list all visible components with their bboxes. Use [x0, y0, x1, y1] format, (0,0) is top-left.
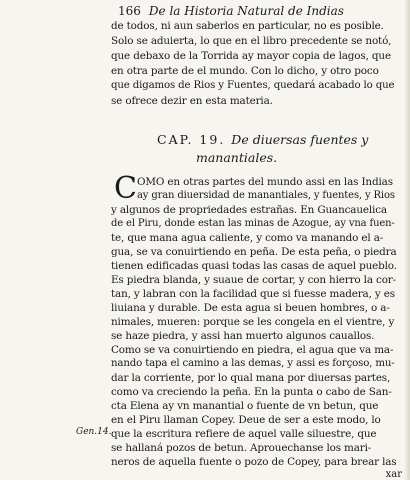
- body-line: tan, y labran con la facilidad que si fuesse madera, y es: [111, 288, 395, 300]
- intro-line: en otra parte de el mundo. Con lo dicho, y otro poco: [111, 65, 379, 77]
- body-line: neros de aquella fuente o pozo de Copey, para brear las: [111, 456, 397, 468]
- body-line: de el Piru, donde estan las minas de Azogue, ay vna fuen-: [111, 218, 395, 229]
- running-title: De la Historia Natural de Indias: [148, 4, 344, 18]
- running-header: [118, 4, 344, 18]
- body-line: liuiana y durable. De esta agua si beuen hombres, o a-: [111, 302, 390, 314]
- margin-note: Gen.14.: [76, 427, 112, 437]
- intro-line: que debaxo de la Torrida ay mayor copia de lagos, que: [111, 50, 391, 62]
- body-line: tienen edificadas quasi todas las casas de aquel pueblo.: [111, 260, 397, 272]
- page-edge-shadow: [404, 0, 410, 480]
- chapter-heading: [157, 132, 368, 147]
- body-line: como va creciendo la peña. En la punta o cabo de San-: [111, 386, 392, 398]
- body-line: Como se va conuirtiendo en piedra, el agua que va ma-: [111, 344, 394, 356]
- chapter-title-line2: manantiales.: [196, 150, 278, 165]
- chapter-title-line1: De diuersas fuentes y: [231, 132, 369, 147]
- body-line: Es piedra blanda, y suaue de cortar, y con hierro la cor-: [111, 274, 396, 286]
- body-line: OMO en otras partes del mundo assi en las Indias: [137, 176, 393, 188]
- body-line: gua, se va conuirtiendo en peña. De esta peña, o piedra: [111, 246, 397, 258]
- chapter-label: CAP. 19.: [157, 132, 226, 147]
- intro-line: de todos, ni aun saberlos en particular, no es posible.: [111, 20, 384, 32]
- catchword: xar: [385, 469, 402, 480]
- body-line: se hallaná pozos de betun. Aprouechanse los mari-: [111, 442, 372, 454]
- intro-line: que digamos de Rios y Fuentes, quedará acabado lo que: [111, 80, 395, 91]
- body-line: nando tapa el camino a las demas, y assi es forçoso, mu-: [111, 358, 395, 369]
- intro-line: Solo se aduierta, lo que en el libro precedente se notó,: [111, 35, 392, 47]
- body-line: se haze piedra, y assi han muerto algunos cauallos.: [111, 330, 375, 342]
- body-line: nimales, mueren: porque se les congela en el vientre, y: [111, 316, 395, 328]
- intro-line: se ofrece dezir en esta materia.: [111, 95, 273, 107]
- drop-capital: C: [114, 171, 137, 206]
- body-line: te, que mana agua caliente, y como va manando el a-: [111, 232, 384, 244]
- body-line: y algunos de propriedades estrañas. En Guancauelica: [111, 204, 387, 216]
- body-line: cta Elena ay vn manantial o fuente de vn betun, que: [111, 400, 379, 412]
- body-line: en el Piru llaman Copey. Deue de ser a este modo, lo: [111, 414, 381, 426]
- body-line: dar la corriente, por lo qual mana por diuersas partes,: [111, 372, 391, 384]
- body-line: ay gran diuersidad de manantiales, y fuentes, y Rios: [137, 190, 395, 201]
- body-line: que la escritura refiere de aquel valle siluestre, que: [111, 428, 377, 440]
- page-number: 166: [118, 4, 141, 18]
